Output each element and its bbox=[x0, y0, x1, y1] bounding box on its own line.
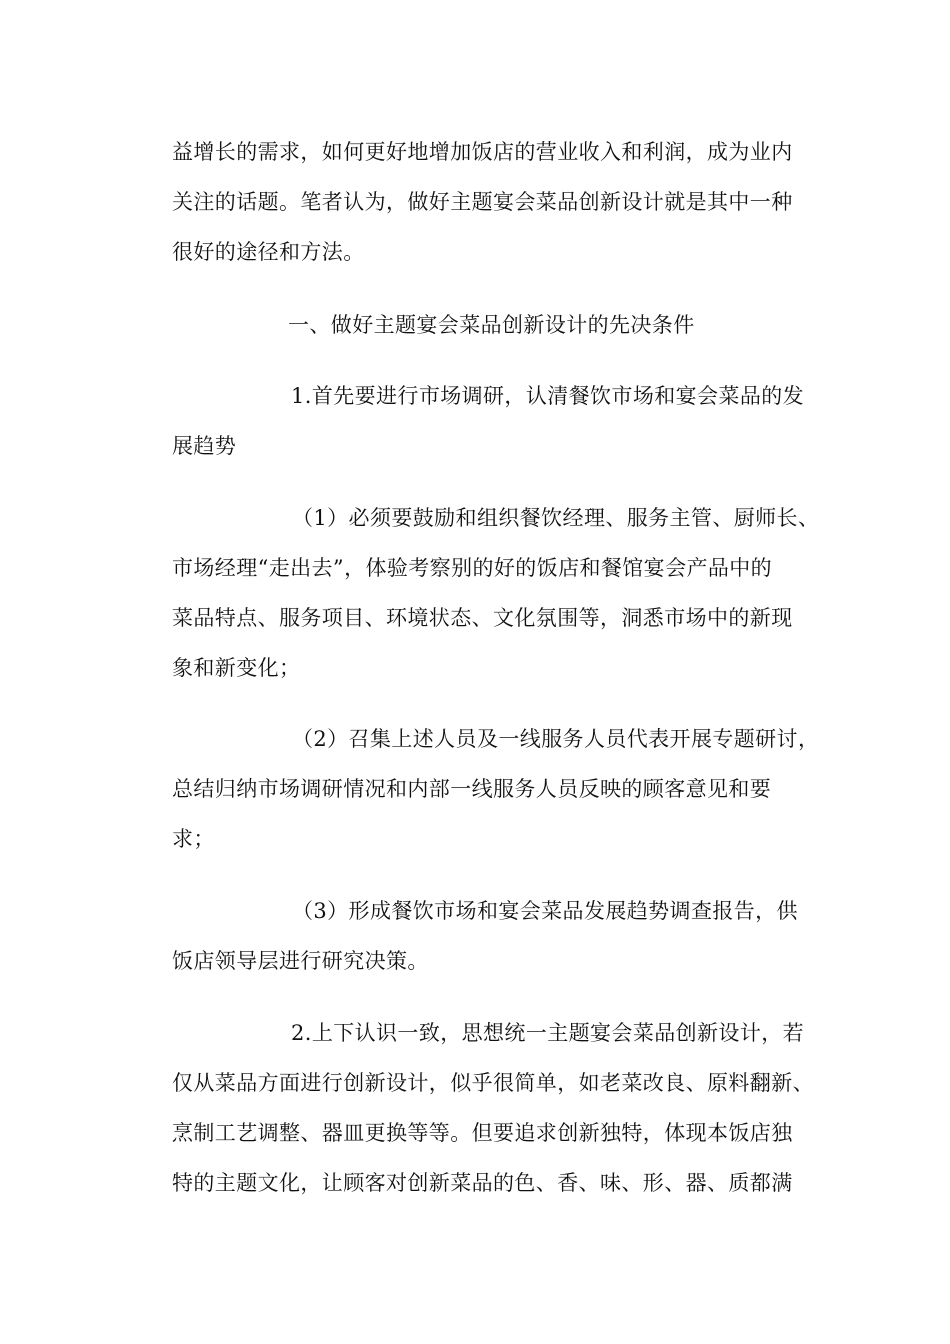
sub3-line-1: （3）形成餐饮市场和宴会菜品发展趋势调查报告，供 bbox=[292, 899, 798, 923]
item1-line-1: 1.首先要进行市场调研，认清餐饮市场和宴会菜品的发 bbox=[291, 384, 805, 408]
intro-line-2: 关注的话题。笔者认为，做好主题宴会菜品创新设计就是其中一种 bbox=[172, 190, 793, 214]
item1-line-2: 展趋势 bbox=[172, 434, 237, 458]
item2-line-2: 仅从菜品方面进行创新设计，似乎很简单，如老菜改良、原料翻新、 bbox=[172, 1071, 814, 1095]
sub2-line-2: 总结归纳市场调研情况和内部一线服务人员反映的顾客意见和要 bbox=[172, 777, 772, 801]
item2-line-1: 2.上下认识一致，思想统一主题宴会菜品创新设计，若 bbox=[291, 1021, 805, 1045]
sub3-line-2: 饭店领导层进行研究决策。 bbox=[172, 949, 429, 973]
sub2-line-1: （2）召集上述人员及一线服务人员代表开展专题研讨， bbox=[292, 727, 820, 751]
section-heading: 一、做好主题宴会菜品创新设计的先决条件 bbox=[288, 313, 695, 337]
item2-line-4: 特的主题文化，让顾客对创新菜品的色、香、味、形、器、质都满 bbox=[172, 1171, 793, 1195]
item2-line-3: 烹制工艺调整、器皿更换等等。但要追求创新独特，体现本饭店独 bbox=[172, 1121, 793, 1145]
intro-line-1: 益增长的需求，如何更好地增加饭店的营业收入和利润，成为业内 bbox=[172, 140, 793, 164]
sub2-line-3: 求； bbox=[172, 827, 215, 851]
sub1-line-2: 市场经理“走出去”，体验考察别的好的饭店和餐馆宴会产品中的 bbox=[172, 556, 773, 580]
sub1-line-3: 菜品特点、服务项目、环境状态、文化氛围等，洞悉市场中的新现 bbox=[172, 606, 793, 630]
sub1-line-4: 象和新变化； bbox=[172, 656, 301, 680]
sub1-line-1: （1）必须要鼓励和组织餐饮经理、服务主管、厨师长、 bbox=[292, 506, 820, 530]
intro-line-3: 很好的途径和方法。 bbox=[172, 240, 365, 264]
